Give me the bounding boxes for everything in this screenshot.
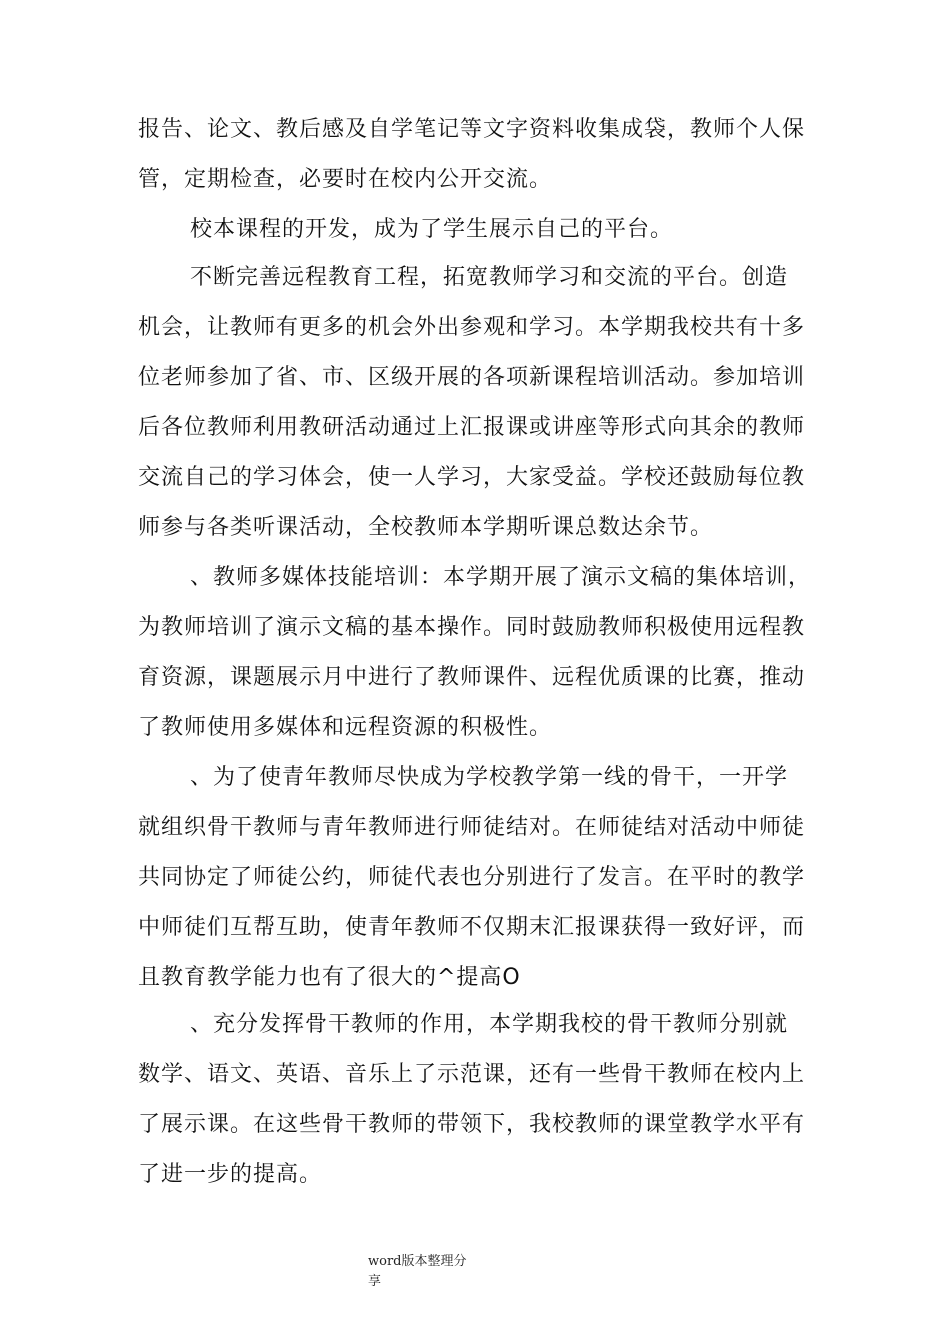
text-line: 报告、论文、教后感及自学笔记等文字资料收集成袋，教师个人保 xyxy=(138,117,806,142)
text-line: 后各位教师利用教研活动通过上汇报课或讲座等形式向其余的教师 xyxy=(138,415,806,440)
paragraph-school-curriculum xyxy=(138,205,828,255)
text-line: 了进一步的提高。 xyxy=(138,1162,323,1187)
page-footer xyxy=(368,1252,488,1292)
paragraph-multimedia-training xyxy=(138,553,828,753)
text-line: 师参与各类听课活动，全校教师本学期听课总数达余节。 xyxy=(138,515,714,540)
text-line: 校本课程的开发，成为了学生展示自己的平台。 xyxy=(190,217,674,242)
text-line: 不断完善远程教育工程，拓宽教师学习和交流的平台。创造 xyxy=(190,265,789,290)
footer-line: 享 xyxy=(368,1274,382,1289)
text-line: 交流自己的学习体会，使一人学习，大家受益。学校还鼓励每位教 xyxy=(138,465,806,490)
footer-line: word版本整理分 xyxy=(368,1254,467,1269)
text-line: 机会，让教师有更多的机会外出参观和学习。本学期我校共有十多 xyxy=(138,315,806,340)
paragraph-key-teachers xyxy=(138,1000,828,1200)
text-line: 、教师多媒体技能培训：本学期开展了演示文稿的集体培训， xyxy=(190,565,812,590)
text-line: 就组织骨干教师与青年教师进行师徒结对。在师徒结对活动中师徒 xyxy=(138,815,806,840)
text-line: 共同协定了师徒公约，师徒代表也分别进行了发言。在平时的教学 xyxy=(138,865,806,890)
text-line: 为教师培训了演示文稿的基本操作。同时鼓励教师积极使用远程教 xyxy=(138,615,806,640)
text-line: 育资源，课题展示月中进行了教师课件、远程优质课的比赛，推动 xyxy=(138,665,806,690)
paragraph-mentorship xyxy=(138,753,828,1003)
text-line: 数学、语文、英语、音乐上了示范课，还有一些骨干教师在校内上 xyxy=(138,1062,806,1087)
text-line: 中师徒们互帮互助，使青年教师不仅期末汇报课获得一致好评，而 xyxy=(138,915,806,940)
text-line: 、充分发挥骨干教师的作用，本学期我校的骨干教师分别就 xyxy=(190,1012,789,1037)
text-line: 管，定期检查，必要时在校内公开交流。 xyxy=(138,167,553,192)
paragraph-materials xyxy=(138,105,828,205)
text-line: 了教师使用多媒体和远程资源的积极性。 xyxy=(138,715,553,740)
text-line: 、为了使青年教师尽快成为学校教学第一线的骨干，一开学 xyxy=(190,765,789,790)
text-line: 位老师参加了省、市、区级开展的各项新课程培训活动。参加培训 xyxy=(138,365,806,390)
text-line: 且教育教学能力也有了很大的^提高O xyxy=(138,965,521,990)
text-line: 了展示课。在这些骨干教师的带领下，我校教师的课堂教学水平有 xyxy=(138,1112,806,1137)
paragraph-remote-education xyxy=(138,253,828,553)
